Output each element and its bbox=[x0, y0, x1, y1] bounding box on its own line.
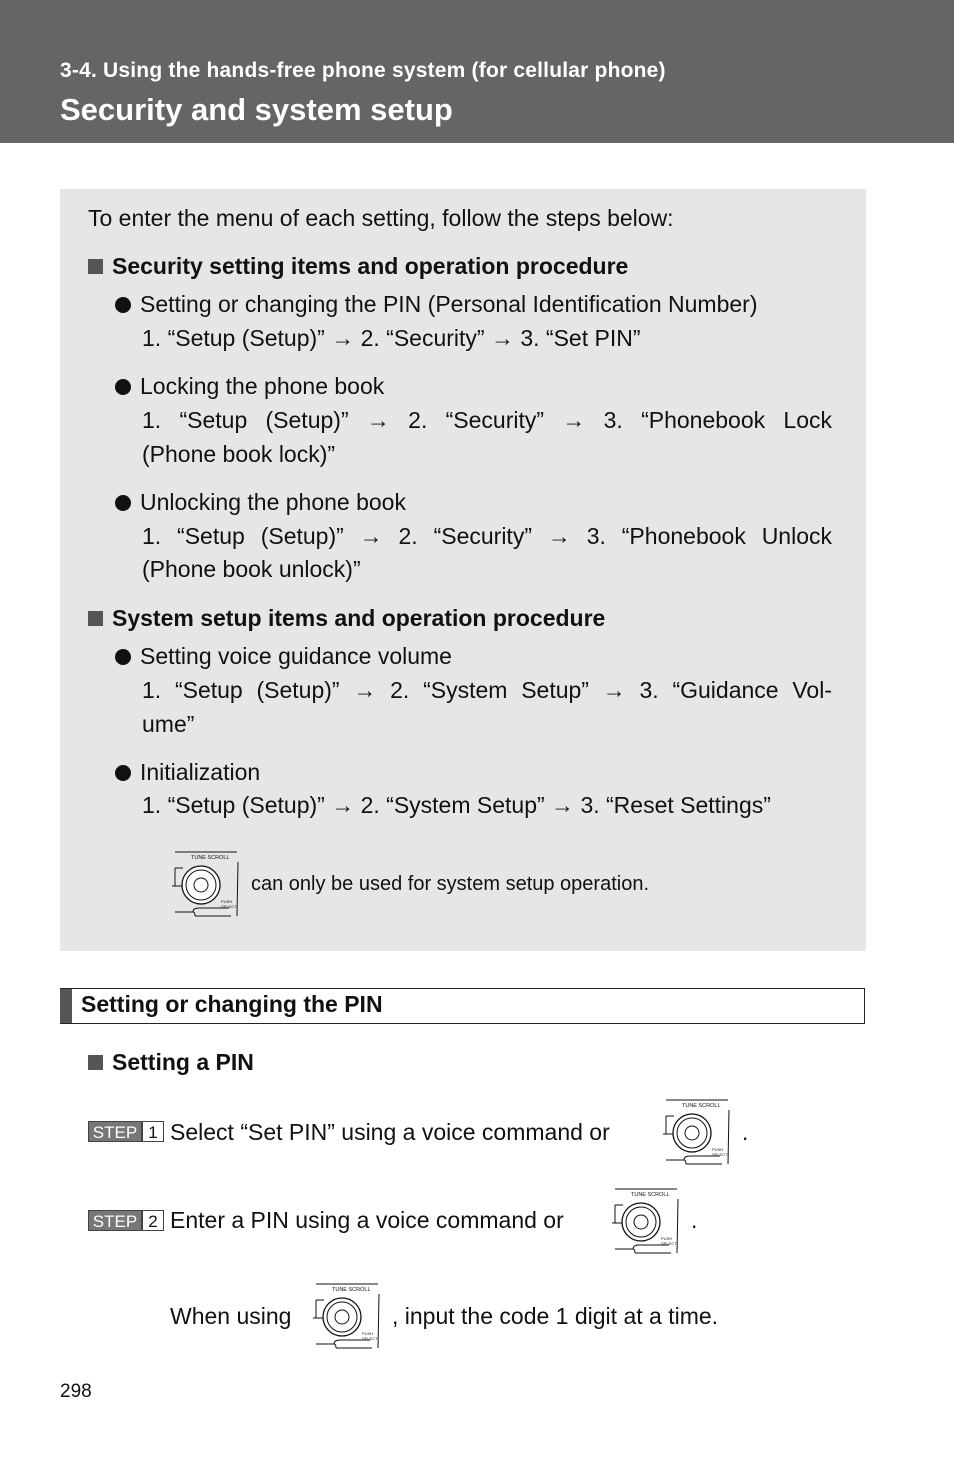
when-using-before: When using bbox=[170, 1303, 292, 1329]
knob-label: SELECT bbox=[712, 1152, 728, 1157]
knob-label: SELECT bbox=[362, 1336, 378, 1341]
tune-scroll-knob-icon bbox=[662, 1098, 732, 1168]
security-item-unlock-path-cont: (Phone book unlock)” bbox=[142, 556, 361, 582]
circle-bullet-icon bbox=[115, 297, 131, 313]
system-heading: System setup items and operation procedure bbox=[88, 604, 605, 632]
knob-label: PUSH bbox=[362, 1331, 374, 1336]
knob-label: SELECT bbox=[221, 904, 237, 909]
setting-pin-subheading: Setting a PIN bbox=[88, 1048, 254, 1076]
system-item-volume: Setting voice guidance volume bbox=[115, 642, 452, 670]
step-1-period: . bbox=[742, 1119, 749, 1145]
knob-label: TUNE SCROLL bbox=[631, 1192, 670, 1198]
square-bullet-icon bbox=[88, 611, 103, 626]
step-1-text: Select “Set PIN” using a voice command or bbox=[170, 1119, 610, 1145]
knob-label: PUSH bbox=[661, 1236, 673, 1241]
square-bullet-icon bbox=[88, 1055, 103, 1070]
step-label: STEP bbox=[88, 1210, 142, 1231]
chapter-header bbox=[0, 0, 954, 143]
security-item-lock-path-cont: (Phone book lock)” bbox=[142, 441, 336, 467]
security-heading: Security setting items and operation procedure bbox=[88, 252, 628, 280]
step-label: STEP bbox=[88, 1121, 142, 1142]
knob-note: can only be used for system setup operation. bbox=[251, 873, 650, 895]
knob-label: TUNE SCROLL bbox=[191, 855, 230, 861]
tune-scroll-knob-icon bbox=[611, 1187, 681, 1257]
circle-bullet-icon bbox=[115, 379, 131, 395]
security-item-set-pin: Setting or changing the PIN (Personal Identification Number) bbox=[115, 290, 758, 318]
circle-bullet-icon bbox=[115, 649, 131, 665]
knob-label: SELECT bbox=[661, 1241, 677, 1246]
step-2-period: . bbox=[691, 1207, 698, 1233]
section-bar-label: Setting or changing the PIN bbox=[81, 991, 383, 1017]
section-title: 3-4. Using the hands-free phone system (for cellular phone) bbox=[60, 59, 666, 82]
section-bar-marker bbox=[60, 989, 72, 1023]
tune-scroll-knob-icon bbox=[171, 850, 241, 920]
security-item-lock-path: 1. “Setup (Setup)” → 2. “Security” → 3. “Phonebook Lock bbox=[142, 407, 832, 433]
system-item-volume-path: 1. “Setup (Setup)” → 2. “System Setup” → 3. “Guidance Vol- bbox=[142, 677, 832, 703]
knob-label: PUSH bbox=[712, 1147, 724, 1152]
security-item-unlock: Unlocking the phone book bbox=[115, 488, 406, 516]
security-item-unlock-path: 1. “Setup (Setup)” → 2. “Security” → 3. “Phonebook Unlock bbox=[142, 523, 832, 549]
step-number: 2 bbox=[142, 1210, 164, 1231]
step-badge-1 bbox=[88, 1121, 164, 1142]
page-number: 298 bbox=[60, 1381, 92, 1402]
system-item-init: Initialization bbox=[115, 758, 260, 786]
step-2-text: Enter a PIN using a voice command or bbox=[170, 1207, 564, 1233]
system-item-init-path: 1. “Setup (Setup)” → 2. “System Setup” → 3. “Reset Settings” bbox=[142, 792, 771, 818]
security-item-set-pin-path: 1. “Setup (Setup)” → 2. “Security” → 3. “Set PIN” bbox=[142, 325, 641, 351]
security-item-lock: Locking the phone book bbox=[115, 372, 384, 400]
system-item-volume-path-cont: ume” bbox=[142, 711, 195, 737]
page-title: Security and system setup bbox=[60, 92, 453, 127]
when-using-after: , input the code 1 digit at a time. bbox=[392, 1303, 719, 1329]
intro-text: To enter the menu of each setting, follow the steps below: bbox=[88, 205, 674, 231]
tune-scroll-knob-icon bbox=[312, 1282, 382, 1352]
circle-bullet-icon bbox=[115, 495, 131, 511]
knob-label: TUNE SCROLL bbox=[332, 1287, 371, 1293]
knob-label: TUNE SCROLL bbox=[682, 1103, 721, 1109]
circle-bullet-icon bbox=[115, 765, 131, 781]
step-badge-2 bbox=[88, 1210, 164, 1231]
section-bar bbox=[60, 988, 865, 1024]
step-number: 1 bbox=[142, 1121, 164, 1142]
square-bullet-icon bbox=[88, 259, 103, 274]
knob-label: PUSH bbox=[221, 899, 233, 904]
